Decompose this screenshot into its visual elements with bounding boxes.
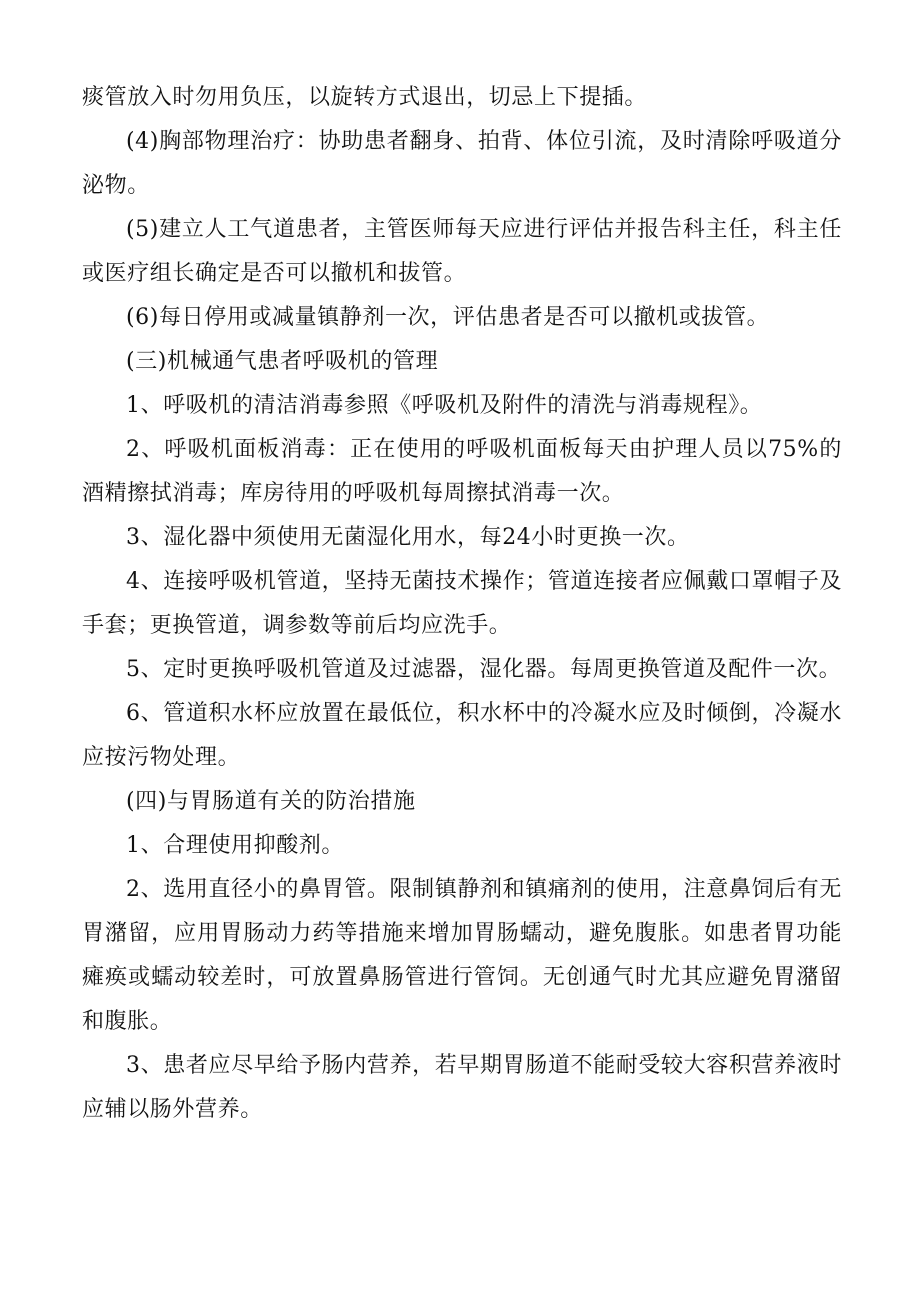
paragraph-continuation: 痰管放入时勿用负压，以旋转方式退出，切忌上下提插。 [82,85,648,110]
paragraph-enteral-nutrition: 3、患者应尽早给予肠内营养，若早期胃肠道不能耐受较大容积营养液时应辅以肠外营养。 [82,1053,842,1122]
paragraph-circuit-connection: 4、连接呼吸机管道，坚持无菌技术操作；管道连接者应佩戴口罩帽子及手套；更换管道，调参数等前后均应洗手。 [82,569,842,638]
paragraph-water-trap: 6、管道积水杯应放置在最低位，积水杯中的冷凝水应及时倾倒，冷凝水应按污物处理。 [82,701,842,770]
paragraph-ventilator-cleaning: 1、呼吸机的清洁消毒参照《呼吸机及附件的清洗与消毒规程》。 [126,393,763,418]
section-heading-gastrointestinal-measures: (四)与胃肠道有关的防治措施 [126,789,416,814]
paragraph-humidifier-water: 3、湿化器中须使用无菌湿化用水，每24小时更换一次。 [126,525,690,550]
paragraph-nasogastric-tube: 2、选用直径小的鼻胃管。限制镇静剂和镇痛剂的使用，注意鼻饲后有无胃潴留，应用胃肠动力药等措施来增加胃肠蠕动，避免腹胀。如患者胃功能瘫痪或蠕动较差时，可放置鼻肠管进行管饲。无创通气时尤其应避免胃潴留和腹胀。 [82,877,842,1034]
paragraph-daily-sedation-interruption: (6)每日停用或减量镇静剂一次，评估患者是否可以撤机或拔管。 [126,305,770,330]
document-page [82,76,842,1132]
paragraph-circuit-replacement: 5、定时更换呼吸机管道及过滤器，湿化器。每周更换管道及配件一次。 [126,657,842,682]
paragraph-artificial-airway-assessment: (5)建立人工气道患者，主管医师每天应进行评估并报告科主任，科主任或医疗组长确定是否可以撤机和拔管。 [82,217,842,286]
paragraph-chest-physiotherapy: (4)胸部物理治疗：协助患者翻身、拍背、体位引流，及时清除呼吸道分泌物。 [82,129,842,198]
paragraph-panel-disinfection: 2、呼吸机面板消毒：正在使用的呼吸机面板每天由护理人员以75%的酒精擦拭消毒；库房待用的呼吸机每周擦拭消毒一次。 [82,437,842,506]
section-heading-ventilator-management: (三)机械通气患者呼吸机的管理 [126,349,439,374]
paragraph-acid-suppressants: 1、合理使用抑酸剂。 [126,833,344,858]
